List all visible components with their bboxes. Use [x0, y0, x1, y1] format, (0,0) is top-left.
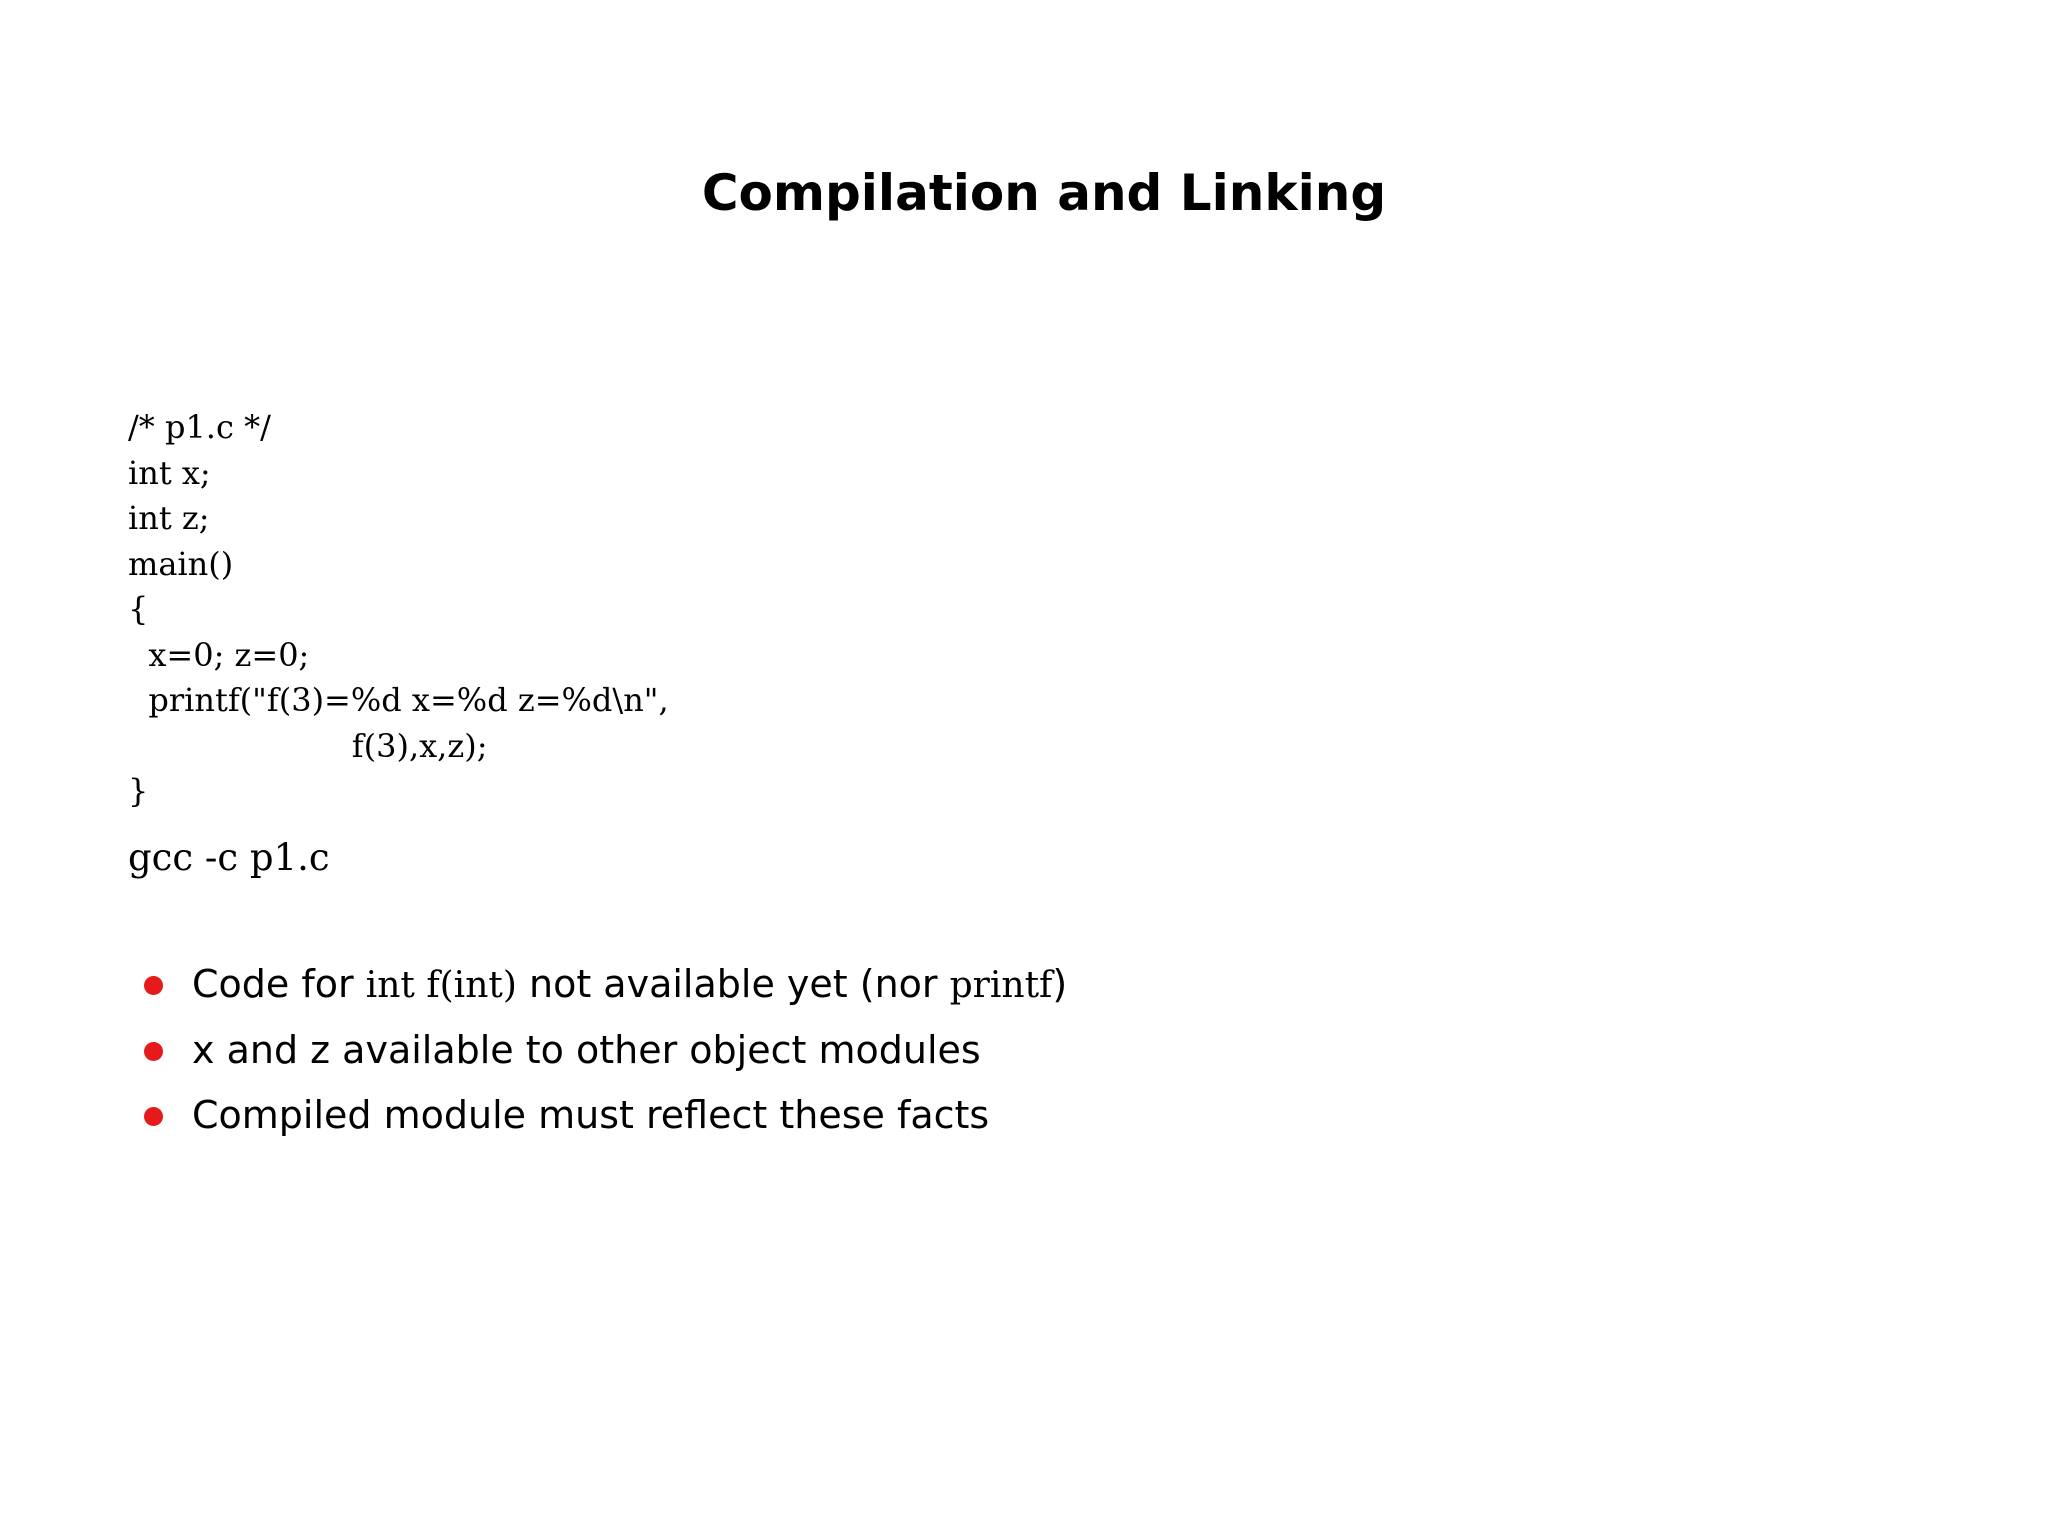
bullet-item — [138, 952, 1067, 1018]
code-line: int z; — [128, 499, 210, 537]
code-line: f(3),x,z); — [128, 726, 488, 765]
code-line: { — [128, 590, 149, 628]
slide-title: Compilation and Linking — [701, 164, 1387, 222]
bullet-item — [138, 1018, 1067, 1084]
bullet-text: not available yet (nor — [516, 962, 950, 1006]
inline-code: printf — [949, 965, 1053, 1006]
code-line: printf("f(3)=%d x=%d z=%d\n", — [128, 681, 669, 719]
bullet-dot-icon — [144, 1107, 163, 1126]
code-block — [128, 405, 669, 815]
inline-code: int f(int) — [365, 965, 517, 1006]
code-line: main() — [128, 544, 234, 583]
code-line: } — [128, 772, 149, 810]
bullet-dot-icon — [144, 1042, 163, 1061]
code-line: int x; — [128, 453, 211, 492]
bullet-text: Code for — [192, 962, 366, 1006]
bullet-text: x and z available to other object modules — [192, 1027, 981, 1072]
code-line: x=0; z=0; — [128, 635, 310, 674]
compile-command: gcc -c p1.c — [128, 836, 330, 879]
bullet-text: ) — [1052, 962, 1068, 1006]
bullet-item — [138, 1083, 1067, 1149]
bullet-dot-icon — [144, 976, 163, 995]
bullet-text: Compiled module must reflect these facts — [192, 1093, 990, 1137]
code-line: /* p1.c */ — [128, 408, 271, 446]
bullet-list — [138, 952, 1067, 1149]
